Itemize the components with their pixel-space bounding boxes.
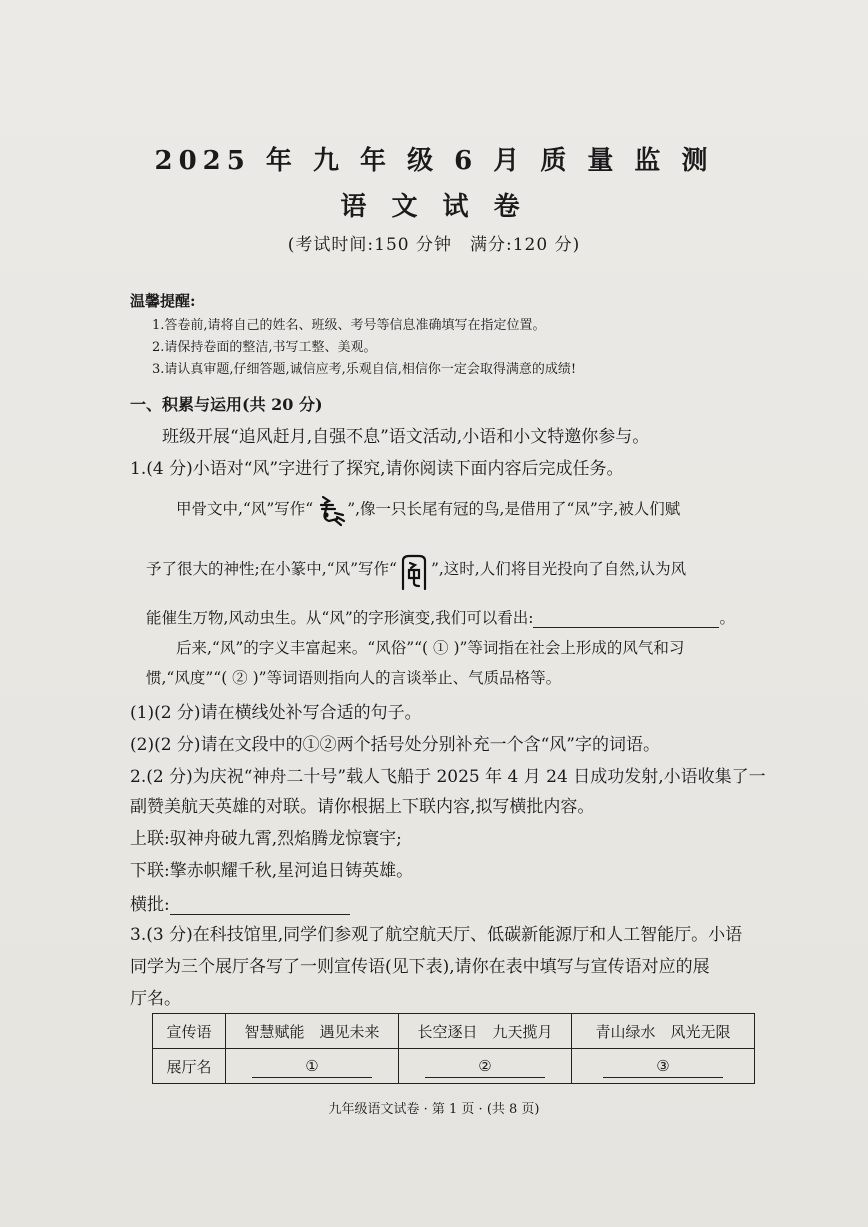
q1-para-line: 予了很大的神性;在小篆中,“风”写作“ ”,这时,人们将目光投向了自然,认为风 [146, 553, 686, 587]
seal-script-feng-icon [397, 553, 431, 587]
q1-para-line: 惯,“风度”“( ② )”等词语则指向人的言谈举止、气质品格等。 [146, 669, 562, 687]
exam-title: 2025 年 九 年 级 6 月 质 量 监 测 [154, 146, 714, 176]
q1-para-line: 后来,“风”的字义丰富起来。“风俗”“( ① )”等词指在社会上形成的风气和习 [176, 639, 685, 657]
exam-subtitle: 语 文 试 卷 [340, 192, 528, 222]
banner-answer-blank[interactable] [170, 896, 350, 915]
hall-answer-cell[interactable]: ② [399, 1049, 572, 1084]
q1-sub1: (1)(2 分)请在横线处补写合适的句子。 [130, 703, 422, 723]
hall-answer-cell[interactable]: ① [226, 1049, 399, 1084]
couplet-lower: 下联:擎赤帜耀千秋,星河追日铸英雄。 [130, 861, 414, 881]
q1-sub2: (2)(2 分)请在文段中的①②两个括号处分别补充一个含“风”字的词语。 [130, 735, 660, 755]
slogan-cell: 智慧赋能 遇见未来 [226, 1014, 399, 1049]
section-heading: 一、积累与运用(共 20 分) [130, 395, 323, 414]
table-head-cell: 宣传语 [153, 1014, 226, 1049]
page-footer: 九年级语文试卷 · 第 1 页 · (共 8 页) [328, 1102, 540, 1117]
answer-blank[interactable] [533, 609, 719, 628]
q3-stem: 厅名。 [130, 989, 181, 1009]
couplet-upper: 上联:驭神舟破九霄,烈焰腾龙惊寰宇; [130, 829, 402, 849]
tip-item: 2.请保持卷面的整洁,书写工整、美观。 [152, 340, 377, 355]
hall-table [152, 1013, 755, 1084]
q2-stem: 2.(2 分)为庆祝“神舟二十号”载人飞船于 2025 年 4 月 24 日成功发射,小语收集了一 [130, 767, 766, 787]
q1-stem: 1.(4 分)小语对“风”字进行了探究,请你阅读下面内容后完成任务。 [130, 459, 624, 479]
table-row [153, 1049, 755, 1084]
section-intro: 班级开展“追风赶月,自强不息”语文活动,小语和小文特邀你参与。 [162, 427, 650, 447]
couplet-banner: 横批: [130, 890, 350, 915]
slogan-cell: 长空逐日 九天揽月 [399, 1014, 572, 1049]
q3-stem: 同学为三个展厅各写了一则宣传语(见下表),请你在表中填写与宣传语对应的展 [130, 957, 710, 977]
exam-info: (考试时间:150 分钟 满分:120 分) [287, 235, 581, 255]
q1-para-line: 甲骨文中,“风”写作“ ”,像一只长尾有冠的鸟,是借用了“凤”字,被人们赋 [176, 493, 680, 527]
table-row [153, 1014, 755, 1049]
tip-item: 3.请认真审题,仔细答题,诚信应考,乐观自信,相信你一定会取得满意的成绩! [152, 362, 577, 377]
tip-item: 1.答卷前,请将自己的姓名、班级、考号等信息准确填写在指定位置。 [152, 318, 546, 333]
tips-heading: 温馨提醒: [130, 292, 196, 310]
q1-para-line: 能催生万物,风动虫生。从“风”的字形演变,我们可以看出: 。 [146, 609, 735, 627]
table-head-cell: 展厅名 [153, 1049, 226, 1084]
hall-answer-cell[interactable]: ③ [572, 1049, 755, 1084]
slogan-cell: 青山绿水 风光无限 [572, 1014, 755, 1049]
q3-stem: 3.(3 分)在科技馆里,同学们参观了航空航天厅、低碳新能源厅和人工智能厅。小语 [130, 925, 743, 945]
q2-stem: 副赞美航天英雄的对联。请你根据上下联内容,拟写横批内容。 [130, 797, 595, 817]
oracle-bone-feng-icon [313, 493, 347, 527]
